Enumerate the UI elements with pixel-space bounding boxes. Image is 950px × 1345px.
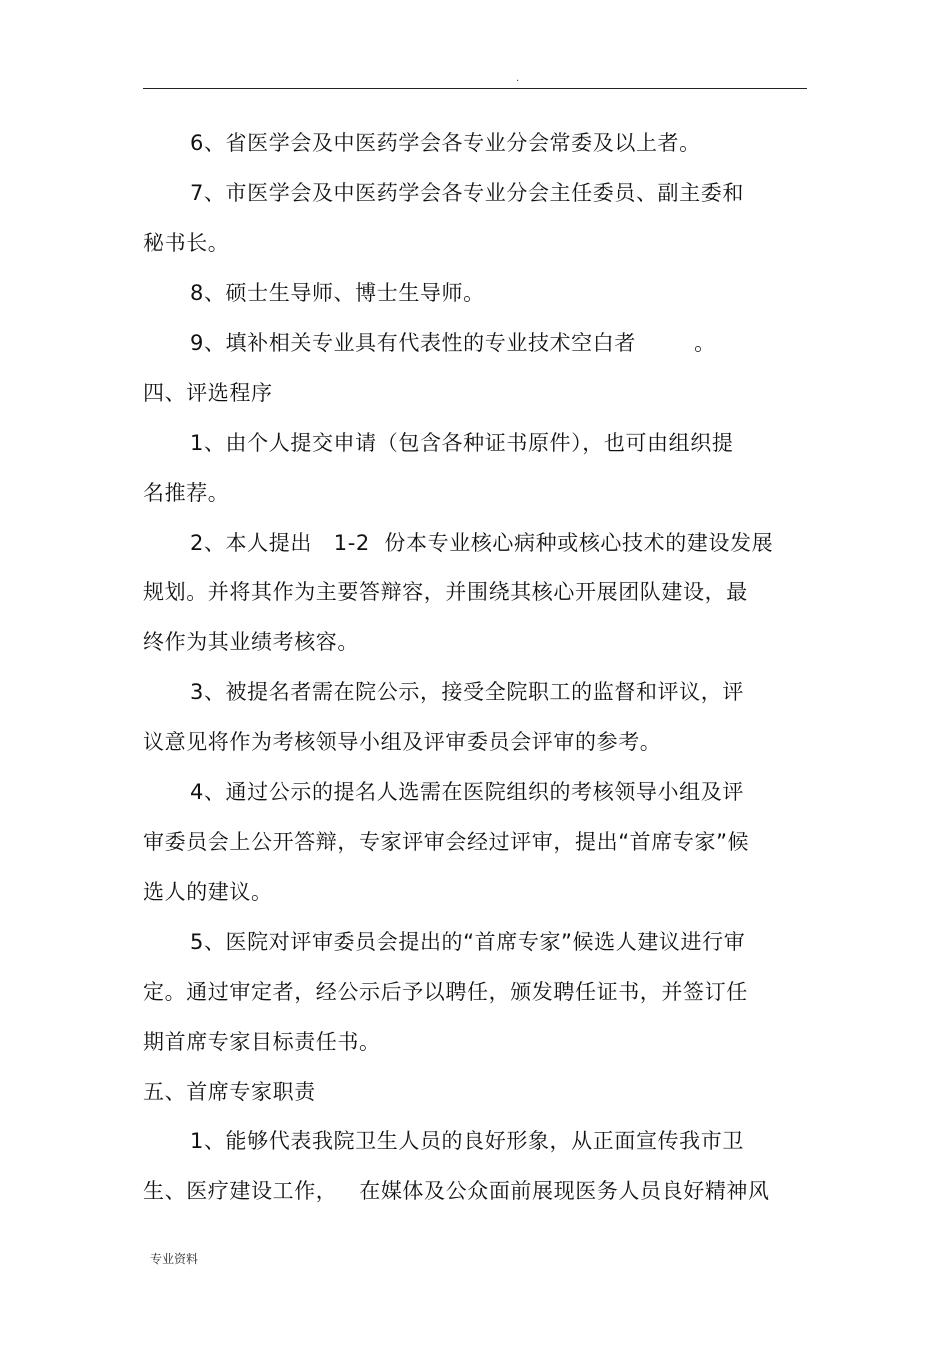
text-line: 1、能够代表我院卫生人员的良好形象，从正面宣传我市卫: [190, 1129, 744, 1153]
section-heading: 四、评选程序: [143, 381, 273, 405]
text-line: 期首席专家目标责任书。: [143, 1030, 381, 1054]
text-line: 定。通过审定者，经公示后予以聘任，颁发聘任证书，并签订任: [143, 980, 748, 1004]
text-line: 生、医疗建设工作， 在媒体及公众面前展现医务人员良好精神风: [143, 1179, 770, 1203]
text-line: 4、通过公示的提名人选需在医院组织的考核领导小组及评: [190, 780, 744, 804]
text-line: 终作为其业绩考核容。: [143, 630, 359, 654]
text-line: 9、填补相关专业具有代表性的专业技术空白者 。: [190, 331, 716, 355]
text-line: 规划。并将其作为主要答辩容，并围绕其核心开展团队建设，最: [143, 580, 748, 604]
text-line: 秘书长。: [143, 231, 230, 255]
text-line: 2、本人提出 1-2 份本专业核心病种或核心技术的建设发展: [190, 531, 774, 555]
footer-label: 专业资料: [150, 1252, 199, 1266]
text-line: 1、由个人提交申请（包含各种证书原件），也可由组织提: [190, 431, 734, 455]
text-line: 7、市医学会及中医药学会各专业分会主任委员、副主委和: [190, 181, 744, 205]
text-line: 6、省医学会及中医药学会各专业分会常委及以上者。: [190, 131, 701, 155]
text-line: 5、医院对评审委员会提出的“首席专家”候选人建议进行审: [190, 930, 746, 954]
section-heading: 五、首席专家职责: [143, 1080, 316, 1104]
text-line: 名推荐。: [143, 481, 230, 505]
text-line: 议意见将作为考核领导小组及评审委员会评审的参考。: [143, 730, 662, 754]
header-mark: .: [516, 73, 520, 84]
text-line: 3、被提名者需在院公示，接受全院职工的监督和评议，评: [190, 680, 744, 704]
text-line: 选人的建议。: [143, 880, 273, 904]
text-line: 8、硕士生导师、博士生导师。: [190, 281, 485, 305]
text-line: 审委员会上公开答辩，专家评审会经过评审，提出“首席专家”候: [143, 830, 750, 854]
